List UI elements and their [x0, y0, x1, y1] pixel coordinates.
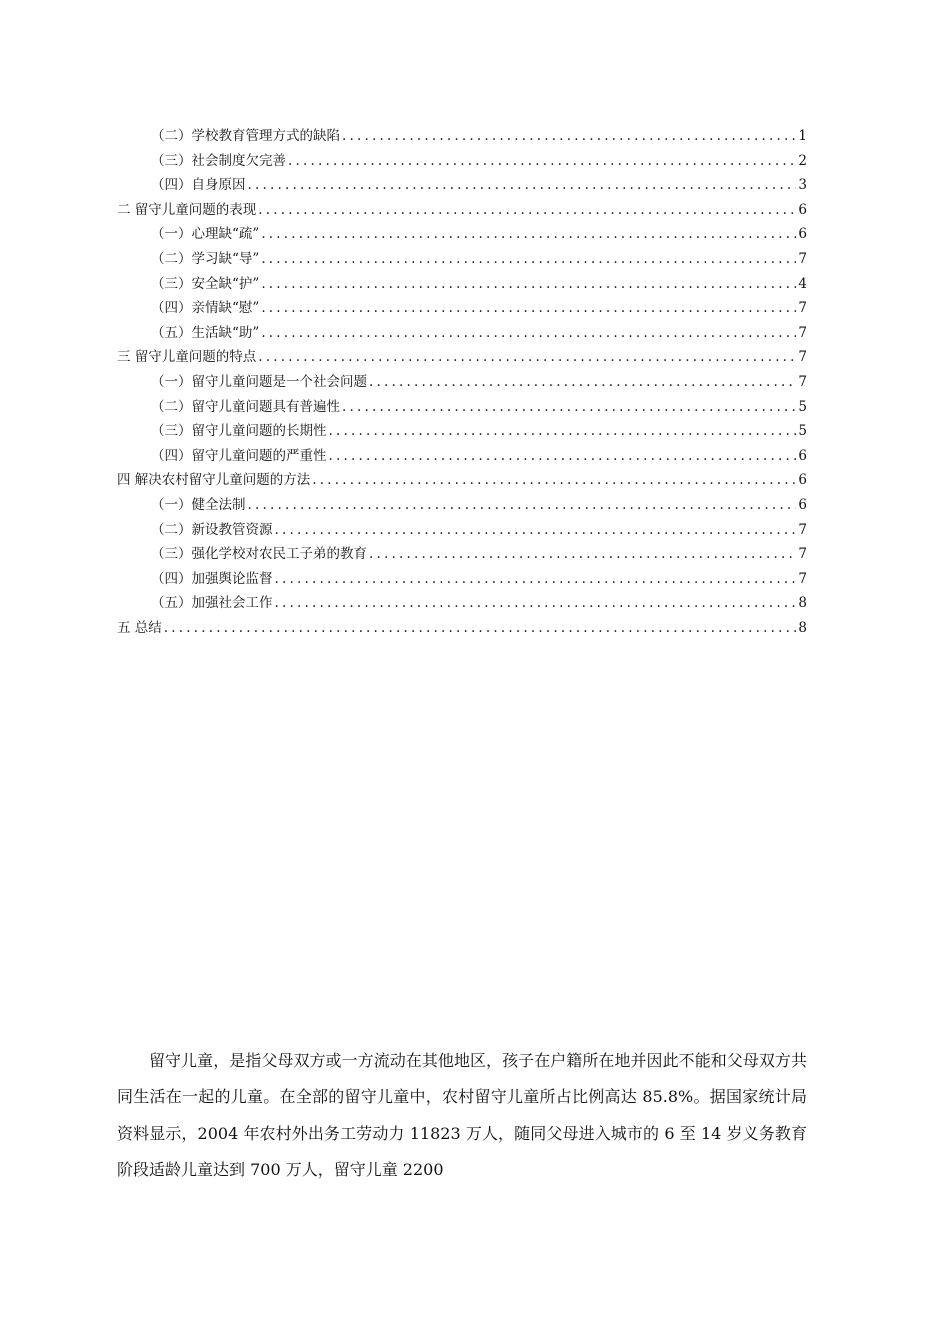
- toc-leader-dots: [248, 493, 797, 518]
- toc-leader-dots: [261, 272, 796, 297]
- toc-entry-label: （四）留守儿童问题的严重性: [151, 447, 327, 464]
- toc-entry-label: （四）加强舆论监督: [151, 570, 273, 587]
- toc-entry[interactable]: [117, 444, 807, 469]
- toc-entry-label: （四）自身原因: [151, 177, 246, 194]
- toc-entry-label: （一）心理缺“疏”: [151, 226, 260, 243]
- toc-entry-page-number: 7: [798, 250, 807, 267]
- toc-entry[interactable]: [117, 272, 807, 297]
- toc-entry-label: （二）新设教管资源: [151, 521, 273, 538]
- toc-leader-dots: [275, 567, 797, 592]
- toc-leader-dots: [342, 124, 796, 149]
- toc-entry[interactable]: [117, 542, 807, 567]
- toc-entry[interactable]: [117, 518, 807, 543]
- toc-leader-dots: [342, 395, 796, 420]
- toc-entry-page-number: 8: [798, 595, 807, 612]
- toc-entry-page-number: 6: [798, 472, 807, 489]
- toc-entry-page-number: 6: [798, 447, 807, 464]
- toc-entry-page-number: 8: [798, 619, 807, 636]
- toc-entry-page-number: 7: [798, 300, 807, 317]
- toc-entry-page-number: 4: [798, 275, 807, 292]
- toc-entry-page-number: 6: [798, 226, 807, 243]
- toc-entry-label: 四 解决农村留守儿童问题的方法: [117, 472, 311, 489]
- toc-entry[interactable]: [117, 124, 807, 149]
- toc-leader-dots: [258, 345, 796, 370]
- toc-entry[interactable]: [117, 247, 807, 272]
- toc-leader-dots: [369, 542, 796, 567]
- toc-entry-page-number: 5: [798, 398, 807, 415]
- toc-entry-page-number: 7: [798, 570, 807, 587]
- toc-entry-label: （四）亲情缺“慰”: [151, 300, 260, 317]
- toc-entry-label: （二）留守儿童问题具有普遍性: [151, 398, 340, 415]
- toc-leader-dots: [248, 173, 797, 198]
- toc-entry[interactable]: [117, 222, 807, 247]
- toc-leader-dots: [261, 296, 796, 321]
- toc-entry-page-number: 7: [798, 521, 807, 538]
- toc-leader-dots: [312, 468, 796, 493]
- toc-leader-dots: [275, 591, 797, 616]
- body-text: [117, 1043, 807, 1189]
- toc-entry-label: 三 留守儿童问题的特点: [117, 349, 257, 366]
- toc-entry[interactable]: [117, 198, 807, 223]
- toc-entry-label: （二）学习缺“导”: [151, 250, 260, 267]
- toc-entry-label: （三）安全缺“护”: [151, 275, 260, 292]
- toc-entry-page-number: 2: [798, 152, 807, 169]
- toc-entry-label: （三）社会制度欠完善: [151, 152, 286, 169]
- toc-entry-label: 二 留守儿童问题的表现: [117, 201, 257, 218]
- table-of-contents: [117, 124, 807, 640]
- toc-entry[interactable]: [117, 321, 807, 346]
- toc-entry[interactable]: [117, 149, 807, 174]
- toc-entry-page-number: 5: [798, 423, 807, 440]
- toc-entry[interactable]: [117, 591, 807, 616]
- toc-entry-page-number: 6: [798, 496, 807, 513]
- toc-entry[interactable]: [117, 493, 807, 518]
- toc-entry-page-number: 7: [798, 546, 807, 563]
- toc-entry-page-number: 6: [798, 201, 807, 218]
- toc-entry-page-number: 3: [798, 177, 807, 194]
- toc-leader-dots: [258, 198, 796, 223]
- toc-entry[interactable]: [117, 345, 807, 370]
- toc-entry-page-number: 7: [798, 324, 807, 341]
- toc-entry-label: （一）健全法制: [151, 496, 246, 513]
- toc-entry[interactable]: [117, 567, 807, 592]
- toc-entry-page-number: 7: [798, 349, 807, 366]
- toc-entry-label: （二）学校教育管理方式的缺陷: [151, 128, 340, 144]
- toc-entry[interactable]: [117, 370, 807, 395]
- toc-leader-dots: [261, 321, 796, 346]
- toc-entry-label: （一）留守儿童问题是一个社会问题: [151, 373, 367, 390]
- toc-entry[interactable]: [117, 616, 807, 641]
- toc-entry-label: （五）加强社会工作: [151, 595, 273, 612]
- toc-entry[interactable]: [117, 419, 807, 444]
- toc-leader-dots: [261, 247, 796, 272]
- toc-entry-label: 五 总结: [117, 619, 162, 636]
- toc-entry[interactable]: [117, 468, 807, 493]
- toc-entry[interactable]: [117, 173, 807, 198]
- toc-entry[interactable]: [117, 296, 807, 321]
- toc-entry-label: （三）强化学校对农民工子弟的教育: [151, 546, 367, 563]
- toc-entry-page-number: 1: [798, 128, 807, 144]
- toc-leader-dots: [369, 370, 796, 395]
- toc-leader-dots: [288, 149, 796, 174]
- toc-leader-dots: [329, 444, 797, 469]
- toc-entry[interactable]: [117, 395, 807, 420]
- body-paragraph: 留守儿童，是指父母双方或一方流动在其他地区，孩子在户籍所在地并因此不能和父母双方共同生活在一起的儿童。在全部的留守儿童中，农村留守儿童所占比例高达 85.8%。据国家统计局资料显示，2004 年农村外出务工劳动力 11823 万人，随同父母进入城市的 6 至 14 岁义务教育阶段适龄儿童达到 700 万人，留守儿童 2200: [117, 1051, 807, 1180]
- toc-entry-label: （三）留守儿童问题的长期性: [151, 423, 327, 440]
- toc-leader-dots: [261, 222, 796, 247]
- toc-leader-dots: [275, 518, 797, 543]
- toc-entry-label: （五）生活缺“助”: [151, 324, 260, 341]
- toc-leader-dots: [164, 616, 797, 641]
- toc-entry-page-number: 7: [798, 373, 807, 390]
- toc-leader-dots: [329, 419, 797, 444]
